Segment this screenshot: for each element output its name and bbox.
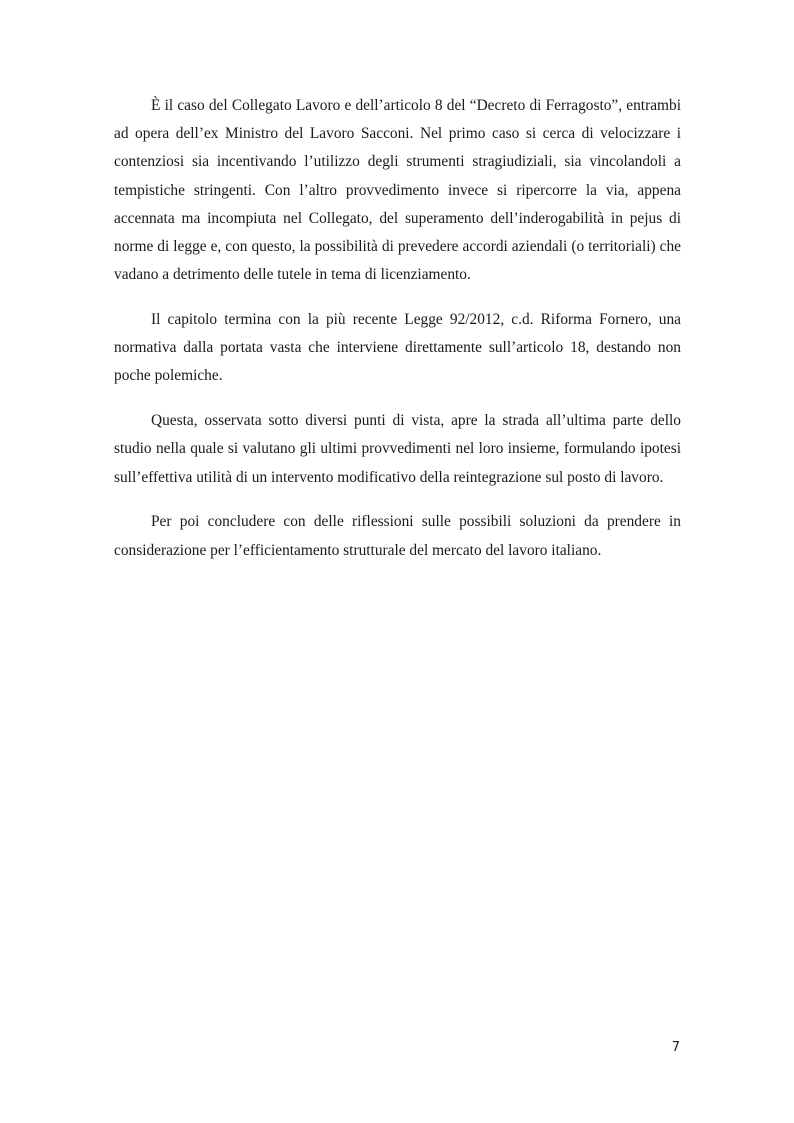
paragraph-1: È il caso del Collegato Lavoro e dell’articolo 8 del “Decreto di Ferragosto”, entrambi ad opera dell’ex Ministro del Lavoro Sacconi. Nel primo caso si cerca di velocizzare i contenziosi sia incentivando l’utilizzo degli strumenti stragiudiziali, sia vincolandoli a tempistiche stringenti. Con l’altro provvedimento invece si ripercorre la via, appena accennata ma incompiuta nel Collegato, del superamento dell’inderogabilità in pejus di norme di legge e, con questo, la possibilità di prevedere accordi aziendali (o territoriali) che vadano a detrimento delle tutele in tema di licenziamento. (114, 97, 681, 284)
paragraph-3: Questa, osservata sotto diversi punti di vista, apre la strada all’ultima parte dello studio nella quale si valutano gli ultimi provvedimenti nel loro insieme, formulando ipotesi sull’effettiva utilità di un intervento modificativo della reintegrazione sul posto di lavoro. (114, 412, 681, 486)
paragraph-2: Il capitolo termina con la più recente Legge 92/2012, c.d. Riforma Fornero, una normativa dalla portata vasta che interviene direttamente sull’articolo 18, destando non poche polemiche. (114, 311, 681, 385)
paragraph-4: Per poi concludere con delle riflessioni sulle possibili soluzioni da prendere in considerazione per l’efficientamento strutturale del mercato del lavoro italiano. (114, 513, 681, 559)
page-number: 7 (671, 1040, 680, 1055)
body-text (114, 92, 681, 581)
